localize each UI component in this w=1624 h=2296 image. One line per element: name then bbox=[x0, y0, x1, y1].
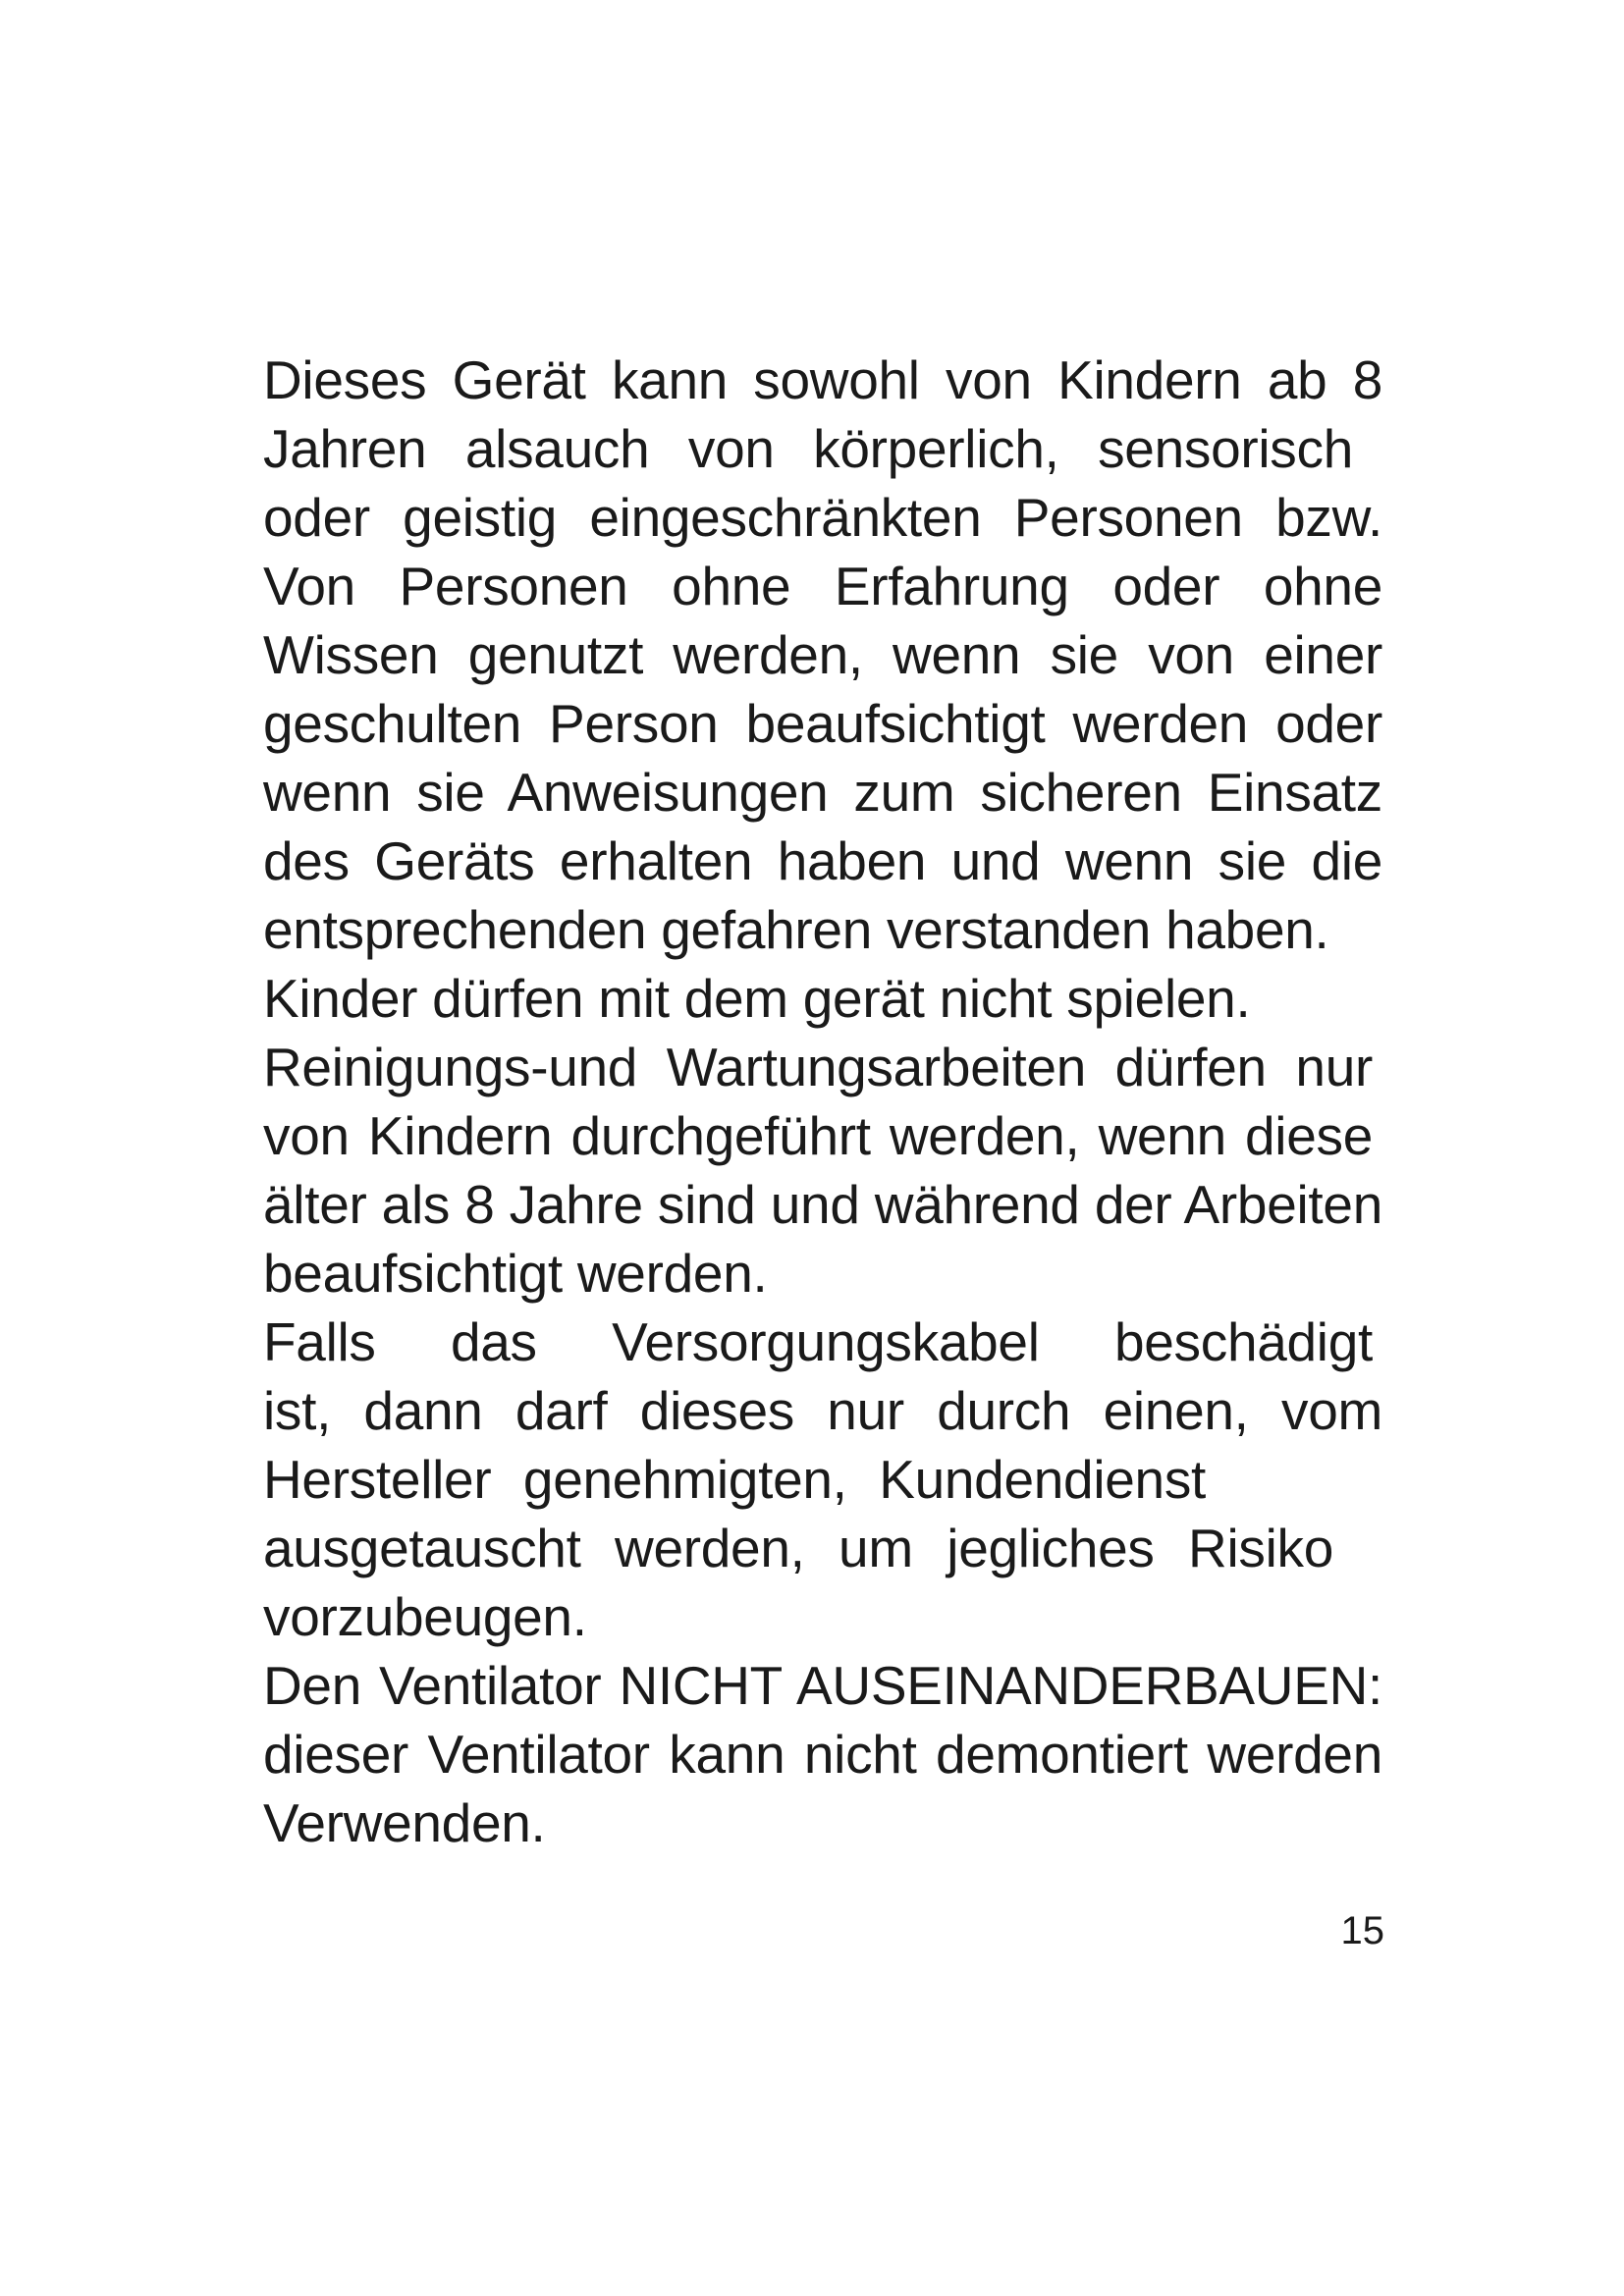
page-number: 15 bbox=[1340, 1909, 1384, 1952]
text-line: Wissen genutzt werden, wenn sie von einer bbox=[263, 624, 1382, 685]
text-line: dieser Ventilator kann nicht demontiert werden bbox=[263, 1724, 1382, 1785]
text-line: geschulten Person beaufsichtigt werden oder bbox=[263, 693, 1382, 754]
text-line: ist, dann darf dieses nur durch einen, vom bbox=[263, 1380, 1382, 1441]
text-line: Dieses Gerät kann sowohl von Kindern ab 8 bbox=[263, 349, 1382, 410]
text-line: älter als 8 Jahre sind und während der Arbeiten bbox=[263, 1174, 1382, 1235]
text-line: beaufsichtigt werden. bbox=[263, 1243, 768, 1304]
text-line: entsprechenden gefahren verstanden haben. bbox=[263, 899, 1329, 960]
text-line: wenn sie Anweisungen zum sicheren Einsatz bbox=[263, 762, 1382, 823]
text-line: ausgetauscht werden, um jegliches Risiko bbox=[263, 1518, 1333, 1578]
text-line: Kinder dürfen mit dem gerät nicht spielen. bbox=[263, 968, 1251, 1029]
text-line: vorzubeugen. bbox=[263, 1586, 587, 1647]
text-line: Hersteller genehmigten, Kundendienst bbox=[263, 1449, 1206, 1510]
text-line: des Geräts erhalten haben und wenn sie die bbox=[263, 830, 1382, 891]
text-line: Von Personen ohne Erfahrung oder ohne bbox=[263, 556, 1382, 616]
text-line: Den Ventilator NICHT AUSEINANDERBAUEN: bbox=[263, 1655, 1382, 1716]
body-text bbox=[263, 346, 1382, 1857]
text-line: von Kindern durchgeführt werden, wenn diese bbox=[263, 1105, 1373, 1166]
text-line: Jahren alsauch von körperlich, sensorisch bbox=[263, 418, 1353, 479]
text-line: Falls das Versorgungskabel beschädigt bbox=[263, 1311, 1373, 1372]
text-line: Verwenden. bbox=[263, 1792, 546, 1853]
text-line: oder geistig eingeschränkten Personen bzw. bbox=[263, 487, 1382, 548]
text-line: Reinigungs-und Wartungsarbeiten dürfen nur bbox=[263, 1037, 1373, 1097]
